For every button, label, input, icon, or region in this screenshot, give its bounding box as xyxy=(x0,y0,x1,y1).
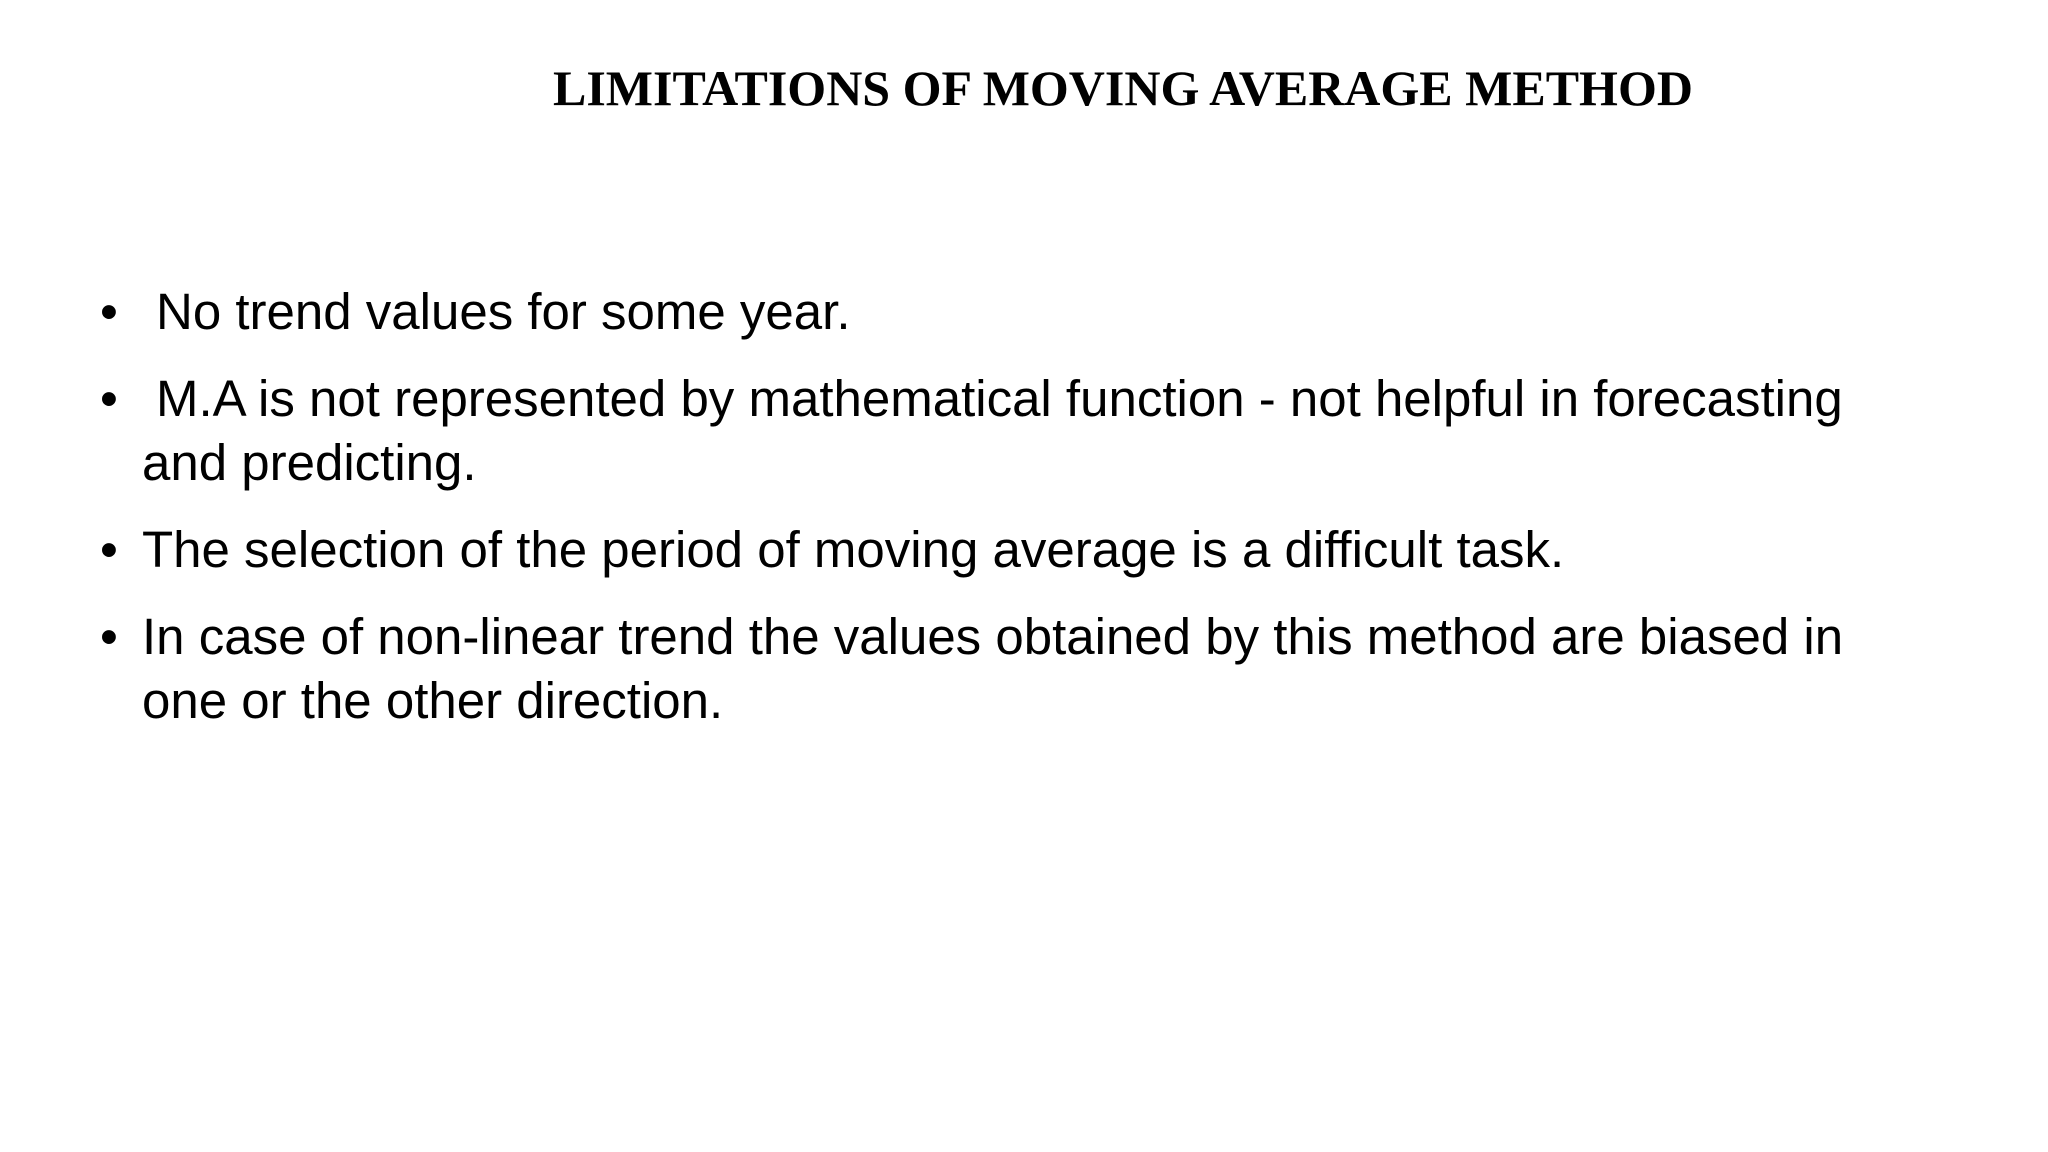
bullet-list xyxy=(100,280,1940,756)
bullet-dot-icon: • xyxy=(100,370,118,427)
bullet-text: In case of non-linear trend the values obtained by this method are biased in one or the other direction. xyxy=(142,608,1844,729)
bullet-text: The selection of the period of moving average is a difficult task. xyxy=(142,521,1565,578)
bullet-dot-icon: • xyxy=(100,283,118,340)
bullet-text: No trend values for some year. xyxy=(156,283,851,340)
bullet-item-4 xyxy=(100,605,1940,733)
slide-title: LIMITATIONS OF MOVING AVERAGE METHOD xyxy=(553,60,1693,116)
bullet-item-2 xyxy=(100,367,1940,495)
bullet-text: M.A is not represented by mathematical function - not helpful in forecasting and predicting. xyxy=(142,370,1843,491)
bullet-dot-icon: • xyxy=(100,521,118,578)
bullet-dot-icon: • xyxy=(100,608,118,665)
bullet-item-3 xyxy=(100,518,1940,582)
bullet-item-1 xyxy=(100,280,1940,344)
